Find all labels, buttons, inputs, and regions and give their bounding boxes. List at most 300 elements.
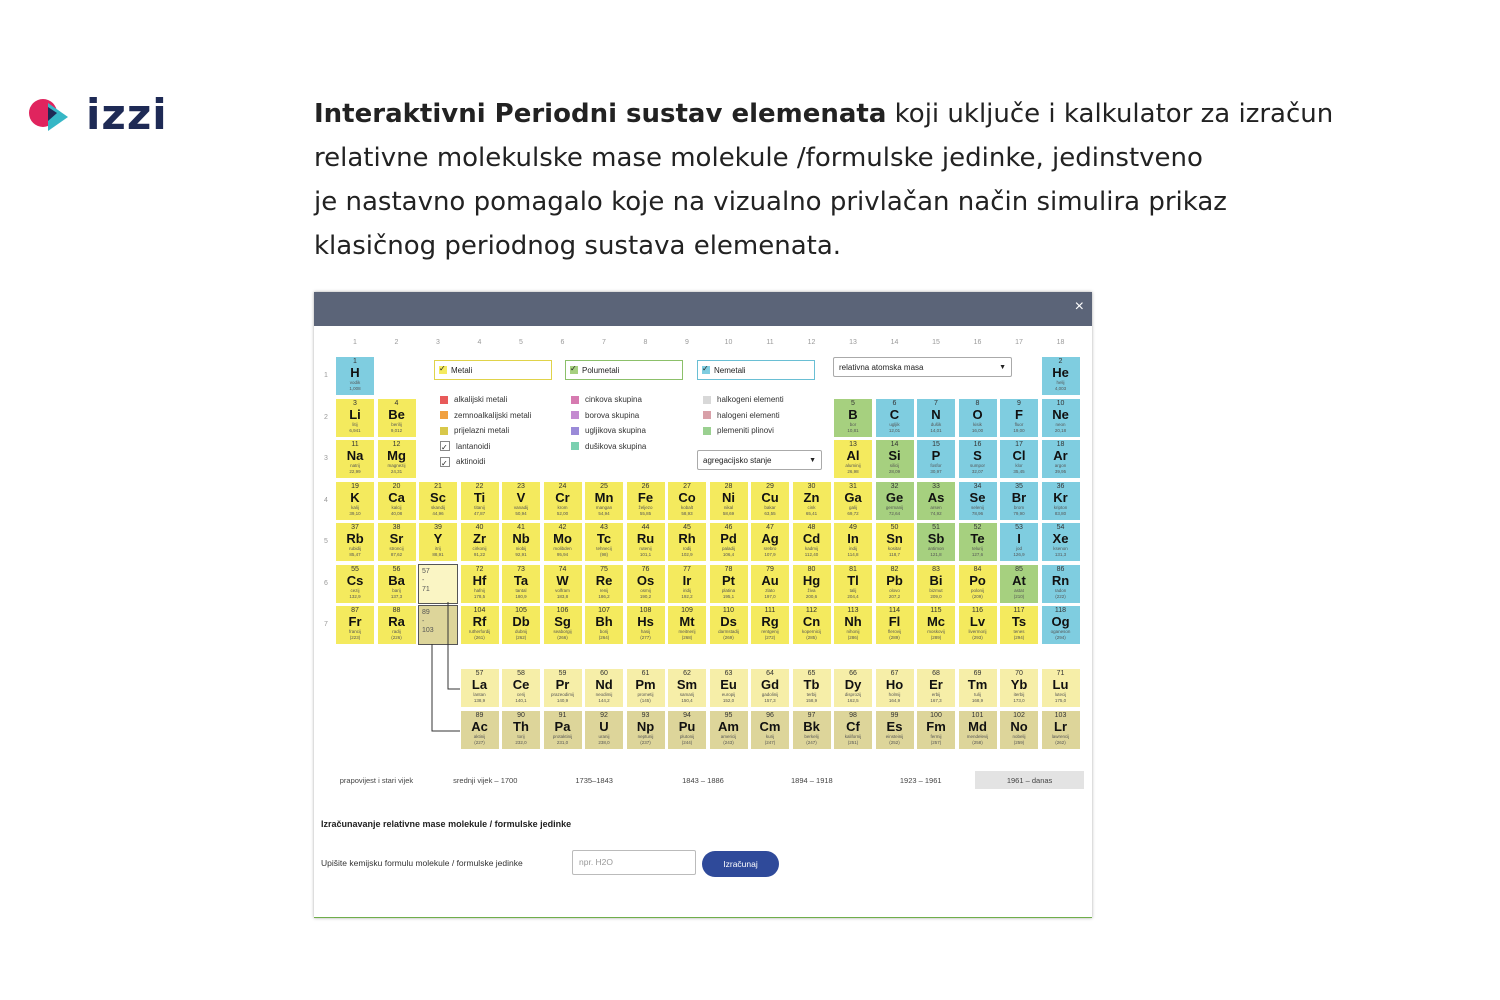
element-name: paladij [721, 546, 735, 551]
element-name: kopernicij [801, 629, 821, 634]
intro-text [314, 92, 1334, 268]
atomic-mass: 39,10 [349, 510, 361, 516]
atomic-number: 66 [849, 670, 857, 677]
atomic-number: 65 [807, 670, 816, 677]
atomic-number: 48 [807, 524, 816, 531]
element-symbol: Pa [554, 718, 571, 734]
element-name: renij [599, 587, 609, 593]
atomic-mass: 126,9 [1013, 552, 1025, 557]
element-symbol: Os [636, 572, 655, 588]
element-name: nikal [723, 504, 734, 510]
atomic-mass: 209,0 [930, 593, 942, 599]
element-symbol: Fr [348, 614, 362, 629]
atomic-number: 74 [558, 565, 567, 573]
atomic-mass: 69,72 [847, 510, 859, 516]
element-name: srebro [763, 546, 777, 551]
element-symbol: Sc [430, 489, 446, 505]
atomic-number: 92 [600, 711, 608, 719]
element-symbol: Cu [761, 489, 779, 505]
element-symbol: Na [346, 448, 364, 463]
element-name: rubidij [348, 546, 361, 551]
atomic-mass: (251) [847, 739, 859, 745]
element-symbol: C [889, 406, 900, 422]
group-number: 7 [602, 339, 606, 346]
timeline-item[interactable]: 1735–1843 [575, 775, 613, 785]
atomic-mass: 65,41 [805, 510, 818, 516]
element-name: aktinij [473, 733, 486, 739]
atomic-mass: (264) [598, 635, 610, 640]
element-name: aluminij [845, 463, 861, 468]
intro-line-2: relativne molekulske mase molekule /formulske jedinke, jedinstveno [314, 143, 1203, 173]
atomic-number: 25 [600, 482, 608, 490]
element-name: antimon [927, 546, 944, 551]
atomic-number: 26 [641, 482, 650, 490]
element-symbol: Al [846, 448, 860, 463]
atomic-mass: 40,08 [390, 510, 403, 516]
atomic-number: 38 [392, 524, 401, 531]
element-symbol: P [931, 448, 941, 463]
element-name: telurij [972, 546, 983, 551]
element-name: terbij [806, 692, 817, 697]
element-symbol: Sm [676, 677, 698, 692]
element-symbol: Tm [967, 677, 988, 692]
element-symbol: Nh [844, 614, 862, 629]
element-symbol: Er [929, 677, 943, 692]
element-symbol: Au [761, 572, 779, 588]
element-name: volfram [555, 587, 570, 593]
atomic-number: 110 [722, 607, 735, 614]
atomic-number: 113 [847, 607, 859, 614]
atomic-mass: 140,1 [515, 698, 527, 703]
element-name: moskovij [927, 629, 945, 634]
atomic-mass: (289) [930, 635, 942, 640]
period-number: 1 [324, 372, 328, 379]
atomic-mass: (226) [391, 635, 402, 640]
element-symbol: Ta [513, 572, 529, 588]
atomic-number: 21 [434, 482, 442, 490]
element-symbol: Lv [969, 614, 986, 629]
element-symbol: Li [349, 406, 361, 422]
element-name: oganeson [1050, 629, 1071, 634]
category-semimetals-label: Polumetali [582, 365, 620, 375]
atomic-number: 90 [517, 711, 525, 719]
lanthanoid-placeholder-text: 71 [422, 585, 430, 593]
atomic-number: 71 [1056, 670, 1065, 677]
atomic-number: 76 [641, 565, 650, 573]
atomic-mass: 10,81 [847, 427, 859, 433]
element-name: kadmij [804, 546, 818, 551]
legend-label: zemnoalkalijski metali [454, 410, 532, 420]
element-symbol: Ge [885, 489, 904, 505]
atomic-number: 64 [766, 670, 774, 677]
atomic-mass: 58,93 [681, 510, 693, 516]
element-name: kurij [765, 733, 775, 739]
atomic-number: 68 [932, 670, 940, 677]
element-symbol: O [972, 406, 983, 422]
element-name: tenes [1013, 629, 1025, 634]
atomic-number: 47 [766, 524, 774, 531]
element-symbol: Bk [803, 718, 820, 734]
group-number: 5 [519, 339, 523, 346]
atomic-number: 93 [641, 711, 650, 719]
actinoid-placeholder-text: 103 [422, 627, 434, 634]
atomic-number: 50 [890, 524, 899, 531]
element-symbol: Xe [1052, 531, 1069, 546]
atomic-mass: (247) [806, 739, 817, 745]
atomic-mass: (285) [806, 635, 817, 640]
element-symbol: Ds [720, 614, 737, 629]
element-symbol: Ga [844, 489, 862, 505]
element-name: tantal [515, 587, 527, 593]
element-symbol: Rn [1051, 572, 1070, 588]
element-name: europij [721, 692, 736, 697]
atomic-number: 9 [1017, 399, 1021, 407]
atomic-number: 22 [475, 482, 484, 490]
element-name: vanadij [513, 504, 529, 510]
element-name: hafnij [474, 587, 485, 593]
element-symbol: Rh [678, 531, 696, 546]
atomic-number: 55 [351, 565, 359, 573]
element-name: radij [392, 629, 401, 634]
atomic-mass: 167,3 [930, 698, 942, 703]
atomic-mass: 22,99 [349, 469, 361, 474]
element-name: željezo [638, 504, 653, 510]
element-name: neon [1055, 421, 1066, 427]
atomic-mass: 74,92 [930, 510, 942, 516]
element-name: kalij [351, 504, 359, 510]
atomic-number: 2 [1058, 358, 1063, 365]
atomic-mass: 150,4 [681, 698, 693, 703]
atomic-mass: (243) [723, 739, 734, 745]
element-symbol: Gd [760, 677, 780, 692]
element-name: plutonij [679, 733, 695, 739]
element-symbol: Ra [388, 614, 405, 629]
atomic-mass: (262) [1055, 739, 1066, 745]
atomic-number: 77 [683, 565, 691, 573]
timeline-item[interactable]: 1894 – 1918 [791, 775, 833, 785]
atomic-number: 59 [558, 670, 567, 677]
calculator-label: Upišite kemijsku formulu molekule / formulske jedinke [321, 858, 523, 868]
element-symbol: Fl [888, 614, 901, 629]
element-symbol: Ni [722, 489, 735, 505]
legend-label: prijelazni metali [454, 426, 510, 435]
element-symbol: W [556, 572, 569, 588]
legend-label: borova skupina [585, 410, 640, 420]
element-symbol: F [1015, 406, 1023, 422]
element-name: silicij [889, 463, 900, 468]
atomic-mass: (266) [557, 635, 568, 640]
atomic-number: 27 [683, 482, 691, 490]
element-name: flerovij [887, 629, 901, 634]
group-number: 15 [932, 339, 940, 346]
legend-label: cinkova skupina [585, 395, 642, 404]
element-symbol: In [847, 531, 859, 546]
atomic-mass: 138,9 [473, 698, 486, 703]
atomic-number: 102 [1013, 711, 1025, 719]
atomic-number: 52 [973, 524, 982, 531]
atomic-mass: 35,45 [1013, 469, 1025, 474]
element-symbol: Pm [635, 677, 656, 692]
element-symbol: Fm [926, 718, 946, 734]
atomic-number: 17 [1015, 441, 1023, 448]
element-symbol: Hg [802, 572, 821, 588]
atomic-mass: (294) [1055, 635, 1066, 640]
element-symbol: Si [888, 448, 901, 463]
element-name: iridij [682, 587, 691, 593]
element-name: tulij [974, 692, 981, 697]
timeline-item[interactable]: 1923 – 1961 [899, 775, 942, 785]
lanthanoid-placeholder-text: - [422, 576, 425, 584]
chevron-down-icon: ▼ [809, 456, 816, 464]
atomic-number: 58 [517, 670, 525, 677]
element-symbol: S [973, 448, 982, 463]
atomic-mass: (209) [972, 593, 983, 599]
element-name: galij [848, 504, 857, 510]
atomic-number: 100 [930, 711, 942, 719]
element-name: rutenij [639, 546, 652, 551]
element-name: lantan [473, 692, 486, 697]
timeline-item[interactable]: prapovijest i stari vijek [339, 775, 414, 785]
element-name: bor [849, 421, 857, 427]
atomic-mass: (145) [640, 698, 651, 703]
atomic-mass: 79,90 [1013, 510, 1025, 516]
atomic-mass: 140,9 [556, 698, 569, 703]
element-symbol: Ho [885, 677, 904, 692]
element-symbol: H [350, 365, 360, 380]
element-symbol: Ce [512, 677, 530, 692]
atomic-number: 30 [807, 482, 816, 490]
element-name: kripton [1053, 504, 1068, 510]
atomic-mass: 102,9 [681, 552, 693, 557]
atomic-mass: (286) [847, 635, 859, 640]
element-name: polonij [970, 587, 984, 593]
mass-select-value: relativna atomska masa [839, 362, 924, 372]
element-symbol: Nb [512, 531, 530, 546]
element-symbol: Mg [387, 448, 406, 463]
atomic-number: 85 [1015, 565, 1023, 573]
atomic-mass: 6,941 [349, 427, 361, 433]
element-name: torij [517, 733, 525, 739]
intro-line-4: klasičnog periodnog sustava elemenata. [314, 231, 842, 261]
atomic-number: 7 [934, 399, 938, 407]
atomic-mass: (252) [889, 739, 900, 745]
atomic-mass: (227) [474, 739, 485, 745]
atomic-number: 36 [1056, 482, 1065, 490]
close-icon[interactable]: × [1074, 298, 1084, 315]
period-number: 3 [324, 455, 328, 462]
atomic-mass: 144,2 [598, 698, 610, 703]
atomic-number: 86 [1056, 565, 1065, 573]
atomic-mass: 72,64 [888, 510, 901, 516]
logo-mark-icon [28, 93, 72, 137]
atomic-number: 24 [558, 482, 567, 490]
element-name: uranij [598, 733, 610, 739]
atomic-number: 35 [1015, 482, 1023, 490]
atomic-mass: 238,0 [598, 739, 610, 745]
group-number: 14 [890, 339, 899, 346]
element-symbol: Mt [679, 614, 695, 629]
period-number: 5 [324, 538, 328, 545]
atomic-number: 109 [681, 607, 693, 614]
legend-label: lantanoidi [456, 441, 491, 451]
element-name: indij [848, 546, 857, 551]
element-name: berkelij [804, 733, 819, 739]
atomic-mass: 101,1 [639, 552, 652, 557]
brand-name: izzi [86, 90, 168, 139]
atomic-mass: 173,0 [1013, 698, 1025, 703]
element-name: itrij [435, 546, 441, 551]
element-name: livermorij [968, 629, 987, 634]
element-symbol: Eu [720, 677, 737, 692]
group-number: 12 [807, 339, 816, 346]
element-symbol: Kr [1053, 489, 1068, 505]
group-number: 2 [394, 339, 399, 346]
legend-label: halkogeni elementi [717, 395, 784, 404]
atomic-mass: 85,47 [349, 552, 361, 557]
timeline-item[interactable]: 1961 – danas [975, 771, 1084, 789]
atomic-mass: 87,62 [390, 552, 403, 557]
period-number: 7 [324, 621, 328, 628]
element-name: selenij [971, 504, 984, 510]
atomic-mass: 107,9 [764, 552, 776, 557]
atomic-number: 29 [766, 482, 774, 490]
atomic-number: 54 [1056, 524, 1065, 531]
element-name: titanij [474, 504, 485, 510]
period-number: 2 [324, 413, 328, 421]
atomic-mass: 162,5 [847, 698, 859, 703]
element-name: vodik [349, 380, 361, 385]
atomic-mass: 207,2 [888, 593, 901, 599]
atomic-mass: 178,5 [473, 593, 486, 599]
element-name: krom [557, 504, 568, 510]
element-symbol: Be [388, 406, 405, 422]
atomic-number: 81 [849, 565, 857, 573]
intro-rest: koji uključe i kalkulator za izračun [886, 99, 1334, 129]
element-name: disprozij [844, 692, 862, 697]
formula-input[interactable]: npr. H2O [572, 850, 696, 875]
calculate-button[interactable]: Izračunaj [702, 851, 779, 877]
timeline-item[interactable]: srednji vijek – 1700 [453, 775, 518, 785]
element-symbol: Sn [886, 531, 903, 546]
element-symbol: B [848, 406, 858, 422]
atomic-number: 16 [973, 441, 982, 448]
element-symbol: Sr [389, 531, 404, 546]
element-name: meitnerij [678, 629, 696, 634]
atomic-mass: 197,0 [764, 593, 776, 599]
atomic-mass: 127,6 [971, 552, 984, 557]
atomic-number: 67 [890, 670, 899, 677]
element-name: kobalt [680, 504, 693, 510]
element-name: samarij [679, 692, 695, 697]
element-symbol: Pd [720, 531, 737, 546]
category-metals-label: Metali [451, 365, 473, 375]
element-symbol: Rb [346, 531, 364, 546]
element-symbol: Ar [1053, 448, 1068, 463]
periodic-table-window [314, 292, 1092, 918]
element-symbol: Lu [1052, 677, 1069, 692]
atomic-mass: (259) [1013, 739, 1025, 745]
element-symbol: Mo [553, 531, 572, 546]
atomic-number: 33 [932, 482, 940, 490]
element-name: rutherfordij [468, 629, 491, 634]
atomic-mass: (294) [1013, 635, 1025, 640]
atomic-number: 19 [351, 482, 359, 490]
legend-label: alkalijski metali [454, 395, 508, 404]
atomic-mass: 175,0 [1054, 698, 1067, 703]
element-symbol: Cm [759, 718, 781, 734]
atomic-mass: 121,8 [930, 552, 942, 557]
actinoid-placeholder-text: - [422, 618, 425, 625]
element-name: berilij [391, 421, 402, 427]
atomic-number: 107 [598, 607, 610, 614]
element-name: kalcij [391, 504, 402, 510]
element-symbol: At [1012, 572, 1026, 588]
atomic-number: 37 [351, 524, 359, 531]
legend-label: ugljikova skupina [585, 426, 646, 435]
atomic-mass: (293) [972, 635, 983, 640]
atomic-number: 99 [890, 711, 899, 719]
atomic-mass: 92,91 [515, 552, 527, 557]
atomic-mass: 231,0 [556, 739, 569, 745]
atomic-mass: 200,6 [805, 593, 818, 599]
element-name: olovo [889, 587, 900, 593]
group-number: 13 [849, 339, 857, 346]
atomic-number: 13 [849, 441, 857, 448]
element-symbol: Y [433, 531, 443, 546]
element-name: rentgenij [761, 629, 779, 634]
element-symbol: Cd [802, 531, 821, 546]
atomic-mass: 55,85 [639, 510, 652, 516]
category-nonmetals-label: Nemetali [714, 365, 746, 375]
atomic-number: 91 [558, 711, 567, 719]
element-name: zlato [765, 587, 775, 593]
atomic-number: 4 [394, 399, 399, 407]
actinoid-placeholder-text: 89 [422, 609, 430, 616]
element-name: cink [807, 504, 816, 510]
atomic-mass: (269) [723, 635, 734, 640]
element-name: natrij [350, 463, 360, 468]
element-symbol: Te [970, 531, 985, 546]
atomic-number: 101 [971, 711, 984, 719]
element-symbol: Cf [846, 718, 860, 734]
atomic-number: 97 [807, 711, 816, 719]
element-symbol: Es [886, 718, 903, 734]
element-symbol: Hs [637, 614, 654, 629]
element-symbol: Cl [1012, 448, 1026, 463]
atomic-mass: (258) [972, 739, 983, 745]
atomic-number: 60 [600, 670, 608, 677]
atomic-mass: 232,0 [515, 739, 527, 745]
atomic-mass: (223) [349, 635, 361, 640]
element-name: einsteinij [885, 733, 904, 739]
element-symbol: As [927, 489, 945, 505]
atomic-number: 49 [849, 524, 857, 531]
atomic-mass: 19,00 [1013, 427, 1025, 433]
atomic-mass: 47,87 [473, 510, 486, 516]
element-name: litij [352, 421, 358, 427]
element-symbol: Rf [472, 614, 487, 629]
element-name: fluor [1014, 421, 1024, 427]
atomic-mass: 39,95 [1054, 469, 1067, 474]
atomic-mass: 192,2 [681, 593, 693, 599]
timeline-item[interactable]: 1843 – 1886 [682, 775, 724, 785]
lanthanoid-placeholder-text: 57 [422, 567, 430, 575]
group-number: 1 [353, 339, 357, 346]
atomic-number: 70 [1015, 670, 1023, 677]
element-symbol: Rg [761, 614, 779, 629]
element-name: argon [1054, 463, 1067, 468]
atomic-mass: 63,55 [764, 510, 776, 516]
